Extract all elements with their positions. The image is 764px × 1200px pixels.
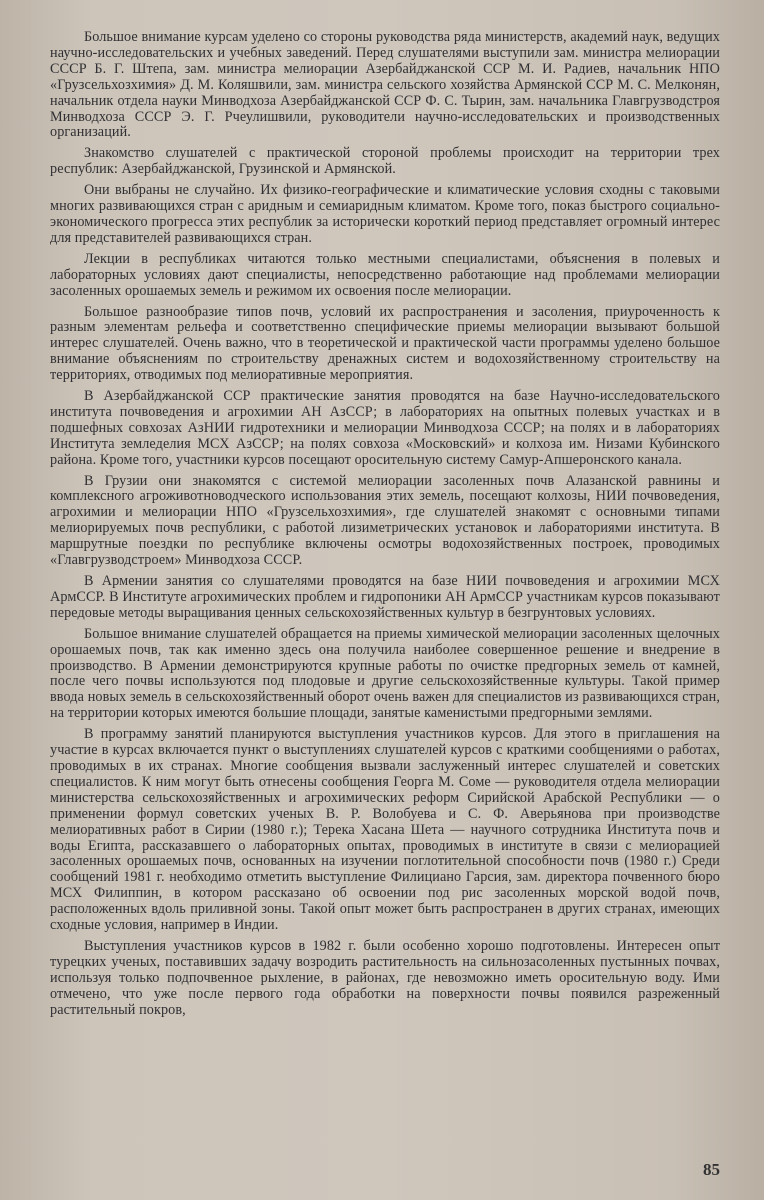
paragraph-lectures: Лекции в республиках читаются только местными специалистами, объяснения в полевых и лабораторных условиях дают специалисты, непосредственно работающие над проблемами мелиорации засоленных орошаемых земель и режимом их освоения после мелиорации. bbox=[50, 250, 720, 299]
paragraph-ministries-support: Большое внимание курсам уделено со стороны руководства ряда министерств, академий наук, ведущих научно-исследовательских и учебных заведений. Перед слушателями выступили зам. министра мелиорации СССР Б. Г. Штепа, зам. министра мелиорации Азербайджанской ССР М. И. Радиев, начальник НПО «Грузсельхозхимия» Д. М. Коляшвили, зам. министра сельского хозяйства Армянской ССР М. С. Мелконян, начальник отдела науки Минводхоза Азербайджанской ССР Ф. С. Тырин, зам. начальника Главгрузводстроя Минводхоза СССР Э. Г. Рчеулишвили, руководители научно-исследовательских и производственных организаций. bbox=[50, 30, 720, 141]
page-text-block bbox=[50, 30, 720, 1170]
paragraph-georgia: В Грузии они знакомятся с системой мелиорации засоленных почв Алазанской равнины и комплексного агроживотноводческого использования этих земель, посещают колхозы, НИИ почвоведения, агрохимии и мелиорации НПО «Грузсельхозхимия», где слушателей знакомят с основными типами мелиорируемых почв республики, с работой лизиметрических установок и лабораториями института. В маршрутные поездки по республике включены осмотры водохозяйственных построек, проводимых «Главгрузводстроем» Минводхоза СССР. bbox=[50, 472, 720, 569]
paragraph-chemical-melioration: Большое внимание слушателей обращается на приемы химической мелиорации засоленных щелочных орошаемых почв, так как именно здесь она получила наиболее совершенное решение и внедрение в производство. В Армении демонстрируются крупные работы по очистке предгорных земель от камней, после чего почвы используются под плодовые и другие сельскохозяйственные культуры. Такой пример ввода новых земель в сельскохозяйственный оборот очень важен для специалистов из развивающихся стран, на территории которых имеются большие площади, занятые каменистыми предгорными землями. bbox=[50, 625, 720, 722]
paragraph-armenia: В Армении занятия со слушателями проводятся на базе НИИ почвоведения и агрохимии МСХ АрмССР. В Институте агрохимических проблем и гидропоники АН АрмССР участникам курсов показывают передовые методы выращивания ценных сельскохозяйственных культур в безгрунтовых условиях. bbox=[50, 573, 720, 621]
paragraph-choice-reasons: Они выбраны не случайно. Их физико-географические и климатические условия сходны с таковыми многих развивающихся стран с аридным и семиаридным климатом. Кроме того, показ быстрого социально-экономического прогресса этих республик за исторически короткий период представляет огромный интерес для представителей развивающихся стран. bbox=[50, 182, 720, 246]
paragraph-azerbaijan: В Азербайджанской ССР практические занятия проводятся на базе Научно-исследовательского института почвоведения и агрохимии АН АзССР; в лабораториях на опытных полевых участках и в подшефных совхозах АзНИИ гидротехники и мелиорации Минводхоза СССР; на полях и в лабораториях Института земледелия МСХ АзССР; на полях совхоза «Московский» и колхоза им. Низами Кубинского района. Кроме того, участники курсов посещают оросительную систему Самур-Апшеронского канала. bbox=[50, 388, 720, 468]
paragraph-1982-reports: Выступления участников курсов в 1982 г. были особенно хорошо подготовлены. Интересен опыт турецких ученых, поставивших задачу возродить растительность на сильнозасоленных пустынных почвах, используя только подпочвенное рыхление, в районах, где невозможно иметь оросительную воду. Ими отмечено, что уже после первого года обработки на поверхности почвы появился разреженный растительный покров, bbox=[50, 937, 720, 1018]
paragraph-three-republics: Знакомство слушателей с практической стороной проблемы происходит на территории трех республик: Азербайджанской, Грузинской и Армянской. bbox=[50, 145, 720, 178]
paragraph-participant-reports: В программу занятий планируются выступления участников курсов. Для этого в приглашения на участие в курсах включается пункт о выступлениях слушателей курсов с краткими сообщениями о работах, проводимых в их странах. Многие сообщения вызвали заслуженный интерес слушателей и советских специалистов. К ним могут быть отнесены сообщения Георга М. Соме — руководителя отдела мелиорации министерства сельскохозяйственных и агрохимических реформ Сирийской Арабской Республики — о применении формул советских ученых В. Р. Волобуева и С. Ф. Аверьянова при производстве мелиоративных работ в Сирии (1980 г.); Терека Хасана Шета — научного сотрудника Института почв и воды Египта, рассказавшего о лабораторных опытах, проводимых в институте в связи с мелиорацией засоленных орошаемых почв, основанных на изучении поглотительной способности почв (1980 г.) Среди сообщений 1981 г. необходимо отметить выступление Филициано Гарсия, зам. директора почвенного бюро МСХ Филиппин, в котором рассказано об освоении под рис засоленных морской водой почв, расположенных вдоль приливной зоны. Такой опыт может быть распространен в других странах, имеющих сходные условия, например в Индии. bbox=[50, 726, 720, 934]
paragraph-soil-diversity: Большое разнообразие типов почв, условий их распространения и засоления, приуроченность к разным элементам рельефа и соответственно специфические приемы мелиорации вызывают большой интерес слушателей. Очень важно, что в теоретической и практической части программы уделено большое внимание объяснениям по строительству дренажных систем и водохозяйственному строительству на территориях, отводимых под мелиоративные мероприятия. bbox=[50, 303, 720, 384]
page-number: 85 bbox=[703, 1160, 720, 1179]
